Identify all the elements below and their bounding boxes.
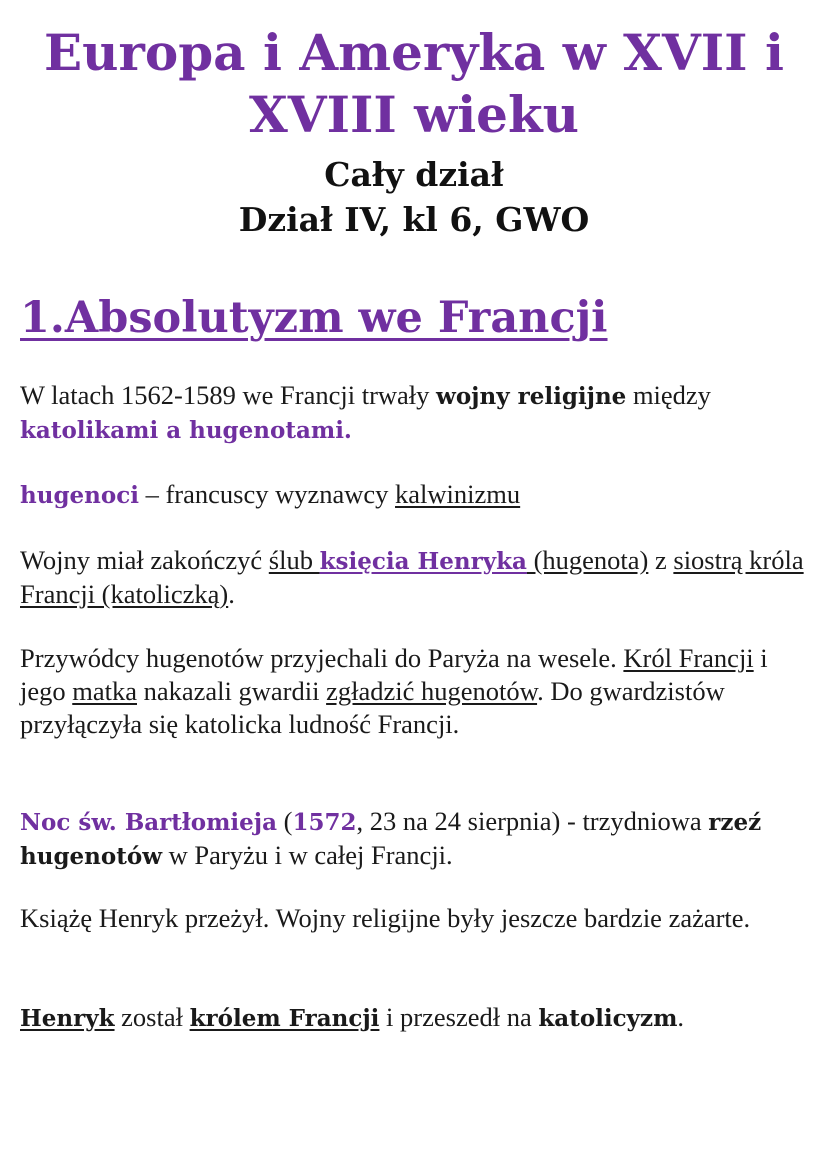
text-run: . [228,579,235,609]
paragraph-henry-king [20,1001,810,1035]
term-henry: Henryk [20,1005,115,1032]
text-run: W latach 1562-1589 we Francji trwały [20,380,437,410]
paragraph-religious-wars [20,379,810,447]
term-huguenots: hugenoci [20,482,139,509]
term-kill-huguenots: zgładzić hugenotów [326,676,538,706]
document-title: Europa i Ameryka w XVII i XVIII wieku [44,23,784,144]
paragraph-st-bartholomew [20,805,810,873]
text-run: Przywódcy hugenotów przyjechali do Paryża na wesele. [20,643,624,673]
term-st-bartholomew-night: Noc św. Bartłomieja [20,809,278,836]
text-run: – francuscy wyznawcy [138,479,396,509]
text-run: ( [277,806,293,836]
text-run: . Do gwardzistów przyłączyła się katolicka ludność Francji. [20,676,725,739]
text-run: i jego [20,643,768,706]
term-religious-wars: wojny religijne [436,383,627,410]
text-run: nakazali gwardii [137,676,327,706]
term-wedding: ślub [268,545,320,575]
paragraph-huguenots-definition [20,478,810,512]
term-king-of-france: Król Francji [623,643,754,673]
document-subtitle-scope: Cały dział [324,155,504,194]
text-run: został [114,1002,190,1032]
paragraph-massacre-order [20,642,810,741]
text-run: Wojny miał zakończyć [20,545,269,575]
text-run: w Paryżu i w całej Francji. [162,840,453,870]
term-huguenot-note: (hugenota) [526,545,649,575]
text-run: między [626,380,711,410]
term-year-1572: 1572 [292,809,357,836]
term-catholics-huguenots: katolikami a hugenotami. [20,417,352,444]
term-kings-sister: siostrą króla Francji (katoliczką) [20,545,804,609]
term-massacre: rzeź hugenotów [20,809,762,870]
term-calvinism: kalwinizmu [395,479,521,509]
document-subtitle-course: Dział IV, kl 6, GWO [238,200,590,239]
paragraph-henry-survived [20,902,810,935]
text-run: i przeszedł na [379,1002,539,1032]
term-prince-henry: księcia Henryka [319,548,527,575]
term-king-of-france-title: królem Francji [189,1005,380,1032]
text-run: z [648,545,674,575]
section-heading: 1.Absolutyzm we Francji [20,293,608,343]
paragraph-wedding [20,544,810,611]
term-catholicism: katolicyzm [538,1005,678,1032]
text-run: . [677,1002,685,1032]
term-mother: matka [72,676,137,706]
text-run: , 23 na 24 sierpnia) - trzydniowa [356,806,709,836]
text-run: Książę Henryk przeżył. Wojny religijne były jeszcze bardzie zażarte. [20,903,751,933]
